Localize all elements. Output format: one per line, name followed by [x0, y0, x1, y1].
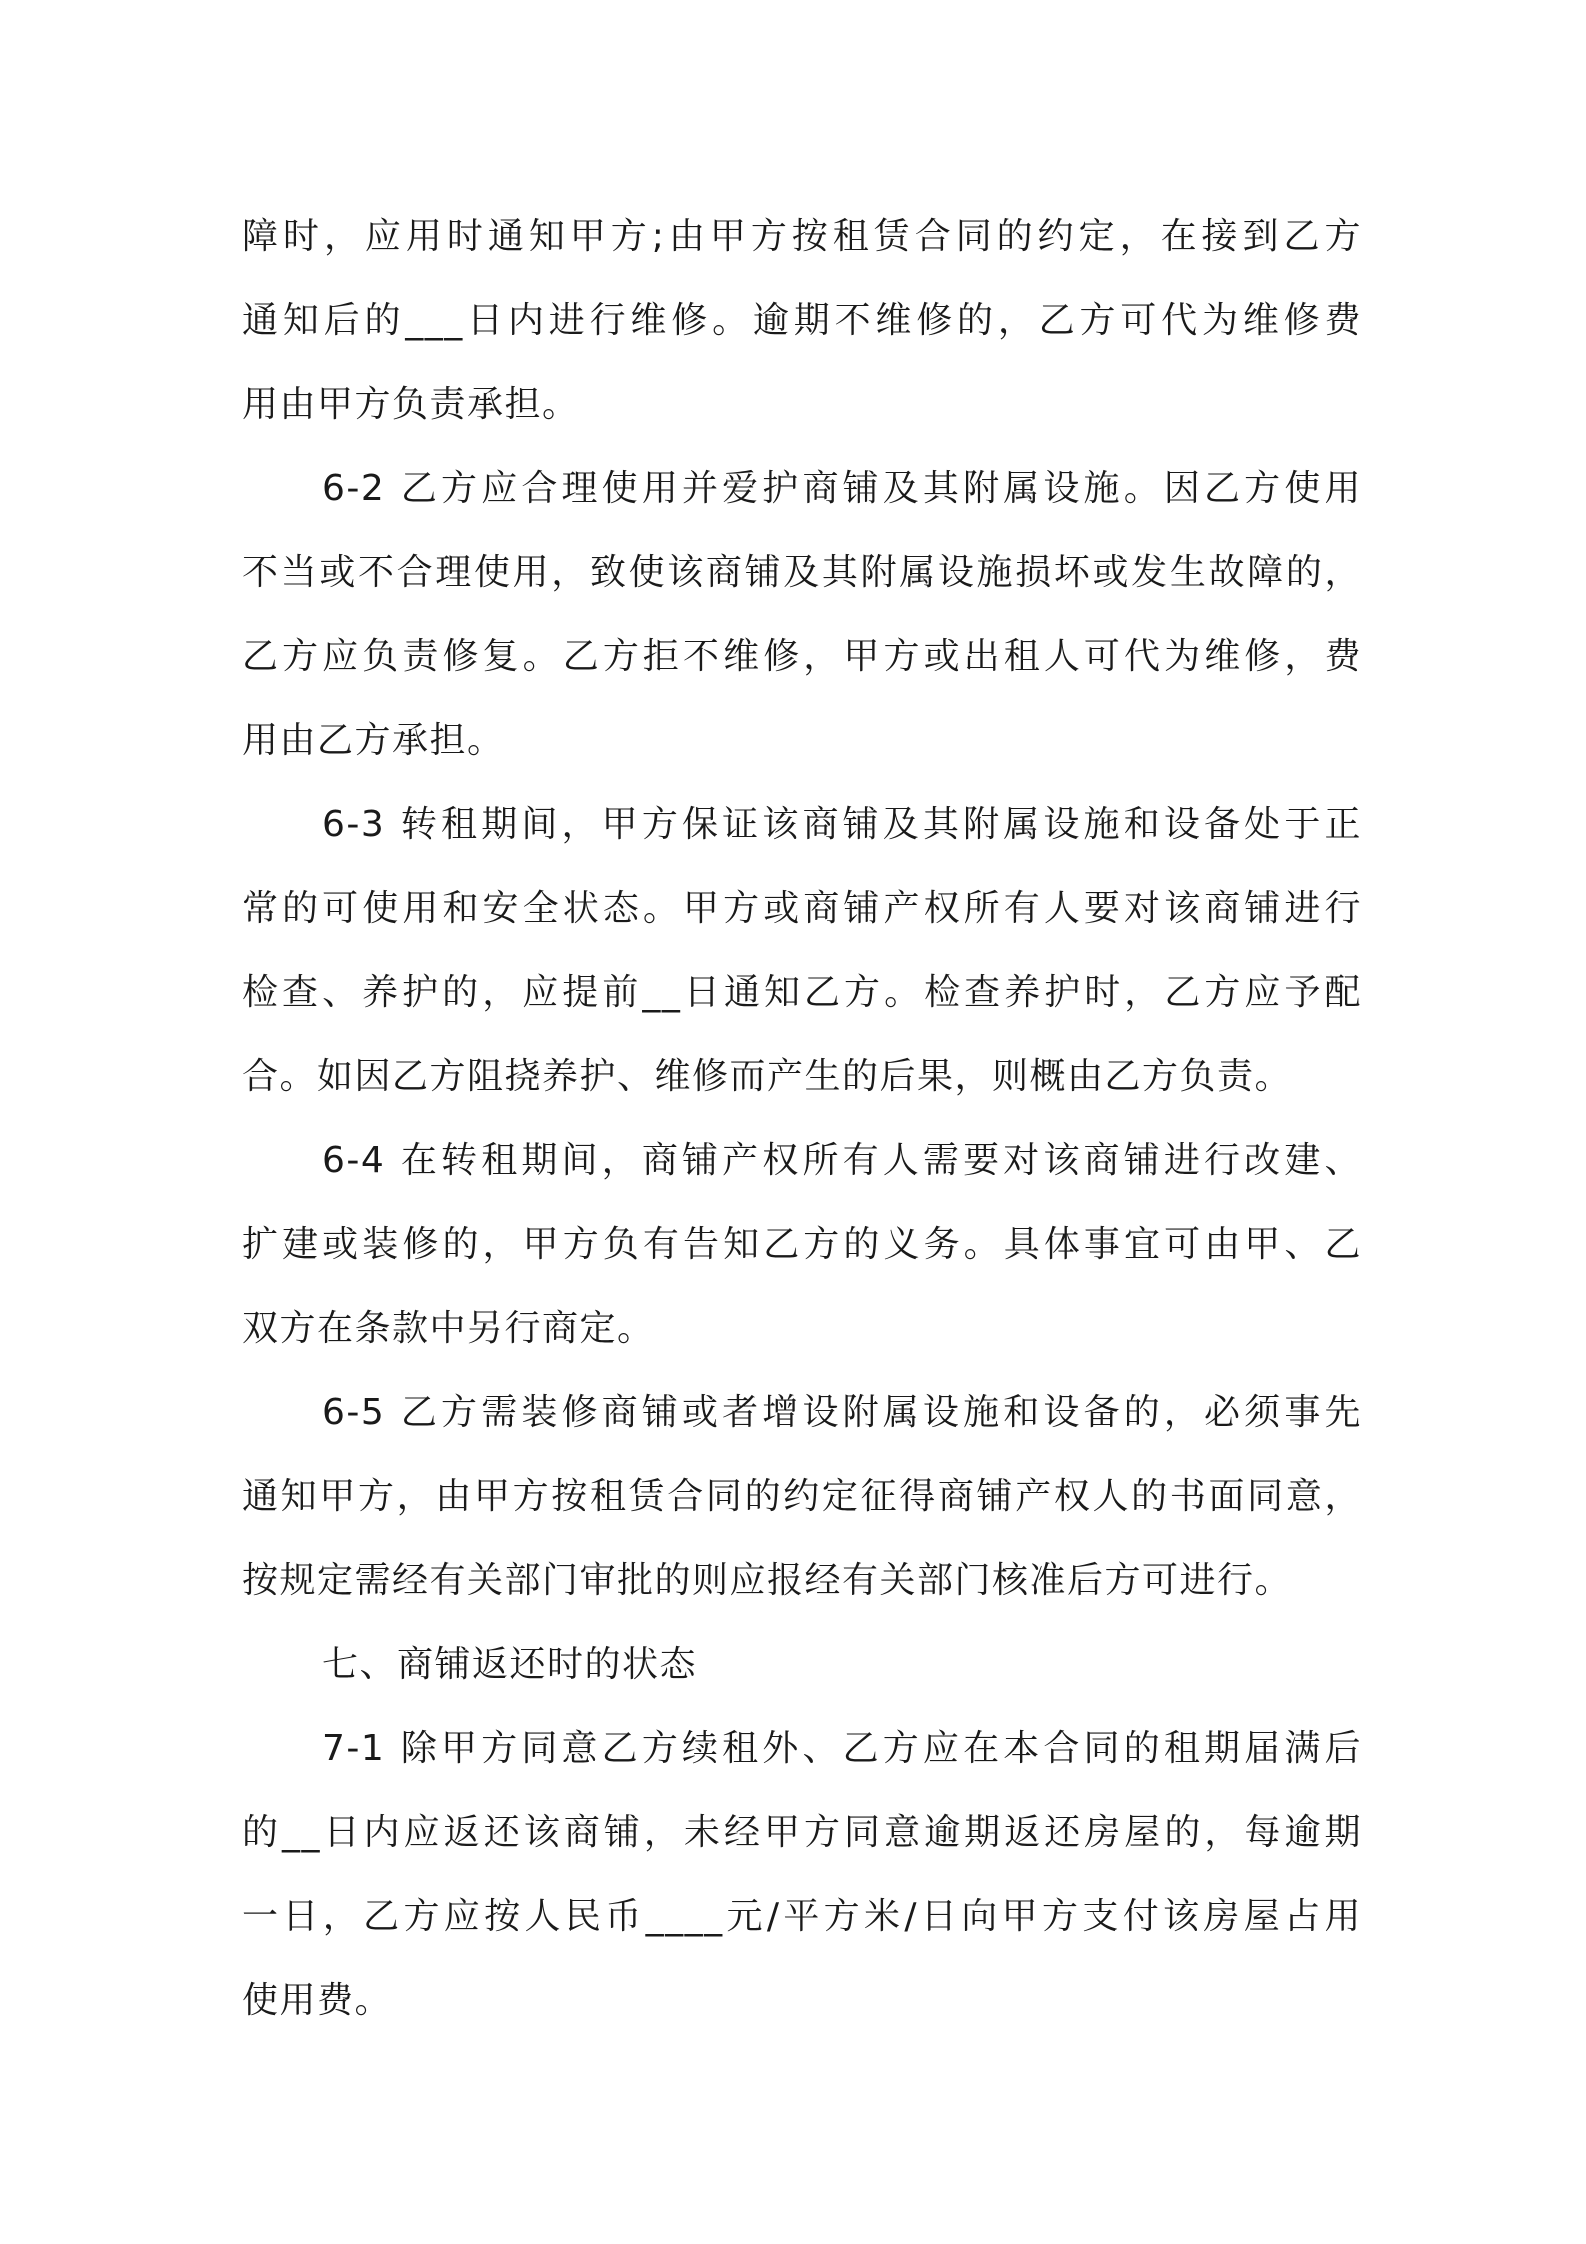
text-line: 不当或不合理使用，致使该商铺及其附属设施损坏或发生故障的，: [242, 552, 1362, 593]
text-line: 使用费。: [242, 1980, 393, 2021]
text-line: 通知甲方，由甲方按租赁合同的约定征得商铺产权人的书面同意，: [242, 1476, 1362, 1517]
paragraph-6-3-start: 6-3 转租期间，甲方保证该商铺及其附属设施和设备处于正: [322, 804, 1362, 845]
text-line: 通知后的___日内进行维修。逾期不维修的，乙方可代为维修费: [242, 300, 1362, 341]
text-line: 用由乙方承担。: [242, 720, 505, 761]
paragraph-6-4-start: 6-4 在转租期间，商铺产权所有人需要对该商铺进行改建、: [322, 1140, 1362, 1181]
text-line: 用由甲方负责承担。: [242, 384, 580, 425]
text-line: 障时，应用时通知甲方;由甲方按租赁合同的约定，在接到乙方: [242, 216, 1362, 257]
paragraph-7-1-start: 7-1 除甲方同意乙方续租外、乙方应在本合同的租期届满后: [322, 1728, 1362, 1769]
text-line: 一日，乙方应按人民币____元/平方米/日向甲方支付该房屋占用: [242, 1896, 1362, 1937]
text-line: 常的可使用和安全状态。甲方或商铺产权所有人要对该商铺进行: [242, 888, 1362, 929]
text-line: 扩建或装修的，甲方负有告知乙方的义务。具体事宜可由甲、乙: [242, 1224, 1362, 1265]
text-line: 的__日内应返还该商铺，未经甲方同意逾期返还房屋的，每逾期: [242, 1812, 1362, 1853]
paragraph-6-2-start: 6-2 乙方应合理使用并爱护商铺及其附属设施。因乙方使用: [322, 468, 1362, 509]
section-heading-7: 七、商铺返还时的状态: [322, 1644, 698, 1685]
text-line: 检查、养护的，应提前__日通知乙方。检查养护时，乙方应予配: [242, 972, 1362, 1013]
document-page: [242, 195, 1362, 2043]
text-line: 合。如因乙方阻挠养护、维修而产生的后果，则概由乙方负责。: [242, 1056, 1293, 1097]
text-line: 按规定需经有关部门审批的则应报经有关部门核准后方可进行。: [242, 1560, 1293, 1601]
text-line: 双方在条款中另行商定。: [242, 1308, 655, 1349]
paragraph-6-5-start: 6-5 乙方需装修商铺或者增设附属设施和设备的，必须事先: [322, 1392, 1362, 1433]
text-line: 乙方应负责修复。乙方拒不维修，甲方或出租人可代为维修，费: [242, 636, 1362, 677]
